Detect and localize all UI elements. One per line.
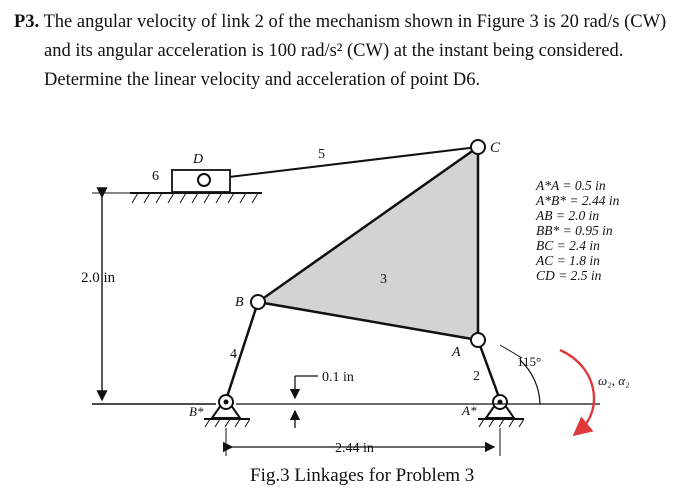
omega-arrow: [560, 350, 594, 430]
slider-guide-hatch: [132, 193, 258, 203]
label-2: 2: [473, 369, 480, 384]
label-C: C: [490, 140, 501, 156]
joint-C: [471, 140, 485, 154]
label-3: 3: [380, 272, 387, 287]
angle-label: 115°: [517, 354, 542, 369]
coupler-link-3: [258, 147, 478, 340]
label-Astar: A*: [462, 403, 477, 418]
label-Bstar: B*: [189, 404, 204, 419]
label-4: 4: [230, 347, 237, 362]
label-D: D: [193, 152, 204, 167]
label-A: A: [452, 345, 461, 360]
omega-alpha-label: ω₂, α₂: [598, 373, 630, 388]
label-5: 5: [318, 147, 325, 162]
spec-item: BC = 2.4 in: [536, 238, 600, 253]
problem-text-1: The angular velocity of link 2 of the mechanism shown in Figure 3 is 20 rad/s (CW): [43, 12, 667, 32]
joint-A: [471, 333, 485, 347]
ground-pivot-Astar: [478, 395, 524, 427]
label-6: 6: [152, 169, 159, 184]
joint-B: [251, 295, 265, 309]
width-dimension-label: 2.44 in: [335, 441, 374, 456]
label-B: B: [235, 295, 244, 310]
ground-pivot-Bstar: [204, 395, 250, 427]
link-2: [478, 340, 500, 400]
spec-item: CD = 2.5 in: [536, 268, 602, 283]
spec-list: [535, 178, 620, 283]
spec-item: AC = 1.8 in: [536, 253, 600, 268]
offset-dimension: [295, 376, 318, 428]
spec-item: BB* = 0.95 in: [536, 223, 613, 238]
height-dimension-label: 2.0 in: [81, 270, 116, 286]
problem-line-3: Determine the linear velocity and acceleration of point D6.: [44, 70, 481, 90]
problem-line-2: and its angular acceleration is 100 rad/s² (CW) at the instant being considered.: [44, 41, 624, 61]
spec-item: A*A = 0.5 in: [536, 178, 606, 193]
offset-dimension-label: 0.1 in: [322, 370, 354, 385]
joint-D: [198, 174, 210, 186]
spec-item: A*B* = 2.44 in: [536, 193, 620, 208]
spec-item: AB = 2.0 in: [536, 208, 600, 223]
problem-number: P3.: [14, 12, 40, 32]
figure-caption: Fig.3 Linkages for Problem 3: [250, 465, 475, 486]
